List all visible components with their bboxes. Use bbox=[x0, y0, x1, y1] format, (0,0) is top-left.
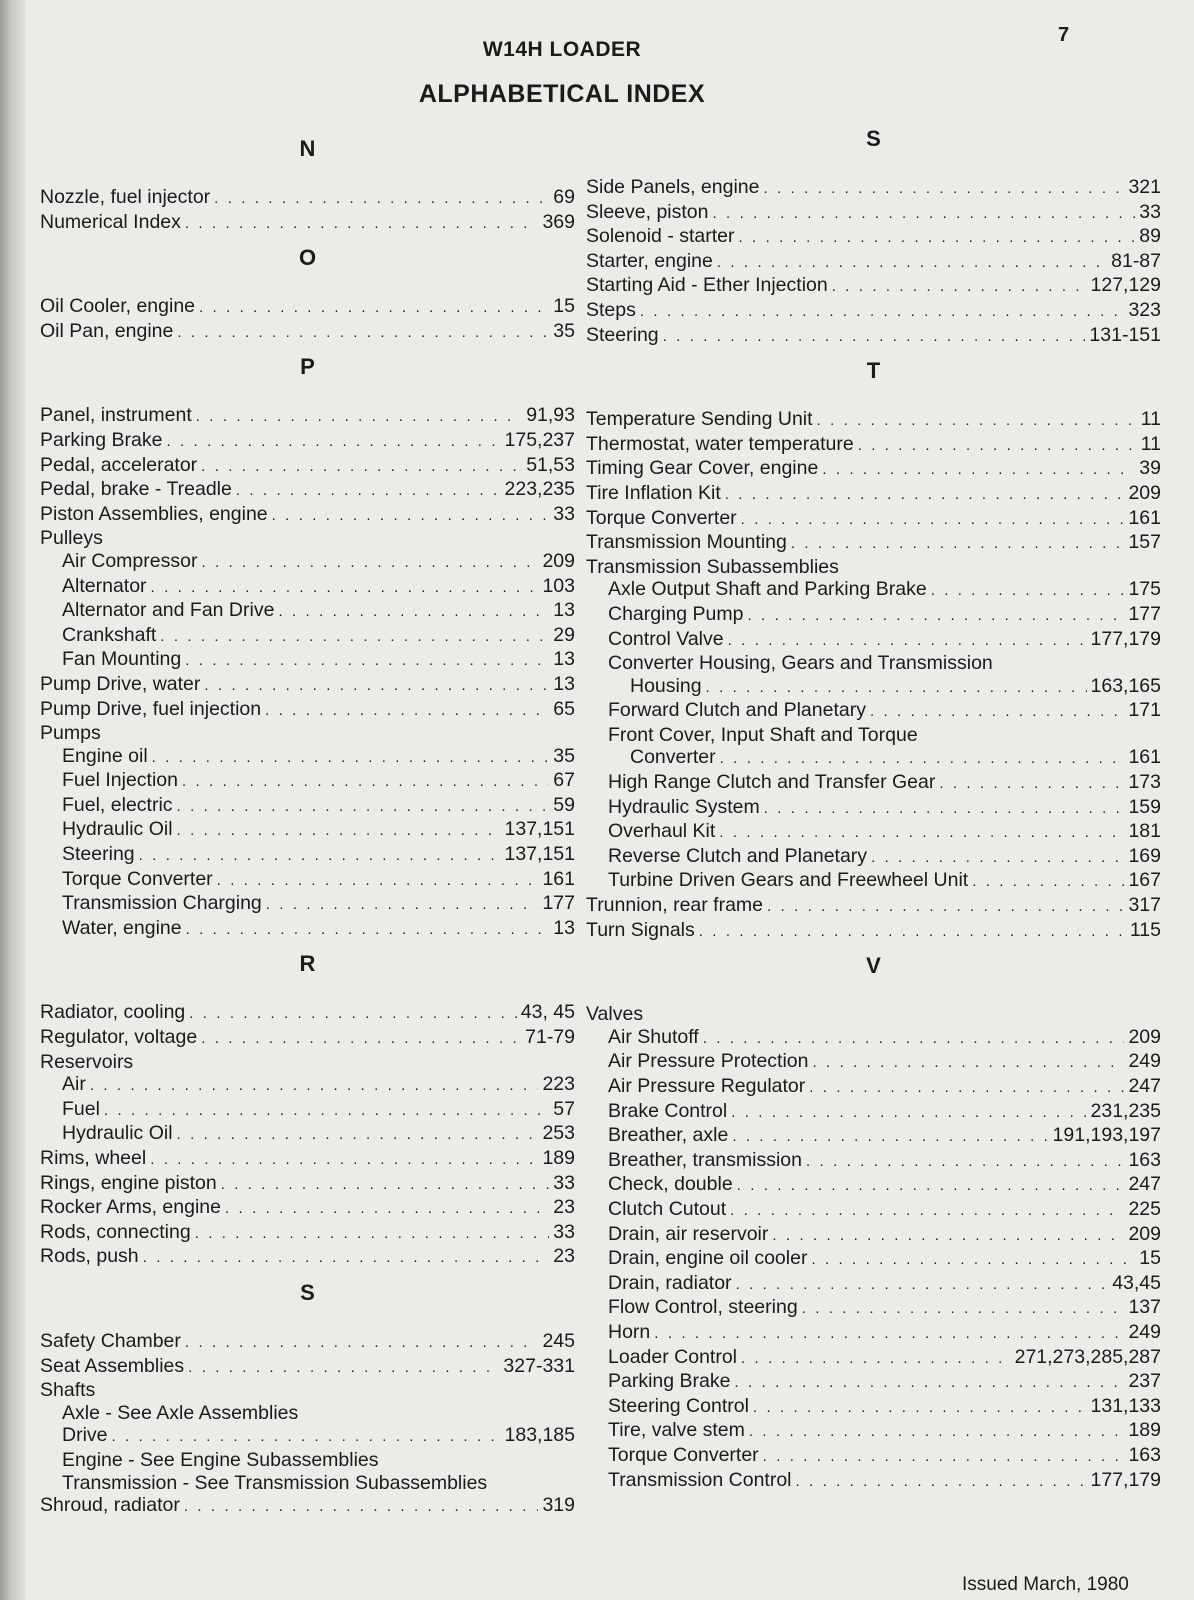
index-entry: Steering . . . 131-151 bbox=[586, 324, 1161, 349]
index-entry: Pedal, accelerator . . . 51,53 bbox=[40, 454, 575, 479]
index-subentry: Water, engine . . . 13 bbox=[40, 917, 575, 942]
index-subentry: Fuel, electric . . . 59 bbox=[40, 794, 575, 819]
index-group-heading: Pulleys bbox=[40, 527, 103, 550]
section-o bbox=[40, 243, 575, 344]
index-subentry: Check, double . . . 247 bbox=[586, 1173, 1161, 1198]
index-subentry: Torque Converter . . . 161 bbox=[40, 868, 575, 893]
index-subentry: Engine - See Engine Subassemblies bbox=[62, 1448, 379, 1471]
index-entry: Regulator, voltage . . . 71-79 bbox=[40, 1026, 575, 1051]
index-entry: Temperature Sending Unit . . . 11 bbox=[586, 408, 1161, 433]
index-entry: Parking Brake . . . 175,237 bbox=[40, 429, 575, 454]
index-entry: Turn Signals . . . 115 bbox=[586, 919, 1161, 944]
index-subentry: Steering . . . 137,151 bbox=[40, 843, 575, 868]
index-entry: Shroud, radiator . . . 319 bbox=[40, 1494, 575, 1519]
index-subentry: Control Valve . . . 177,179 bbox=[586, 628, 1161, 653]
index-subentry: Brake Control . . . 231,235 bbox=[586, 1100, 1161, 1125]
index-subentry: Drain, air reservoir . . . 209 bbox=[586, 1223, 1161, 1248]
index-subentry: Air . . . 223 bbox=[40, 1073, 575, 1098]
section-s-left bbox=[40, 1278, 575, 1519]
index-group-heading: Reservoirs bbox=[40, 1050, 134, 1073]
section-v bbox=[586, 951, 1161, 1493]
index-subentry: Hydraulic Oil . . . 253 bbox=[40, 1122, 575, 1147]
index-heading: ALPHABETICAL INDEX bbox=[418, 80, 706, 108]
document-title: W14H LOADER bbox=[482, 38, 642, 61]
index-entry: Rods, push . . . 23 bbox=[40, 1245, 575, 1270]
section-letter: P bbox=[300, 354, 315, 380]
section-t bbox=[586, 356, 1161, 943]
index-entry: Timing Gear Cover, engine . . . 39 bbox=[586, 457, 1161, 482]
index-subentry: Charging Pump . . . 177 bbox=[586, 603, 1161, 628]
index-subentry: Parking Brake . . . 237 bbox=[586, 1370, 1161, 1395]
index-entry: Pedal, brake - Treadle . . . 223,235 bbox=[40, 478, 575, 503]
index-entry: Safety Chamber . . . 245 bbox=[40, 1330, 575, 1355]
index-entry: Transmission Mounting . . . 157 bbox=[586, 531, 1161, 556]
index-entry: Thermostat, water temperature . . . 11 bbox=[586, 433, 1161, 458]
index-subentry: Reverse Clutch and Planetary . . . 169 bbox=[586, 845, 1161, 870]
index-subentry: Alternator . . . 103 bbox=[40, 575, 575, 600]
index-entry: Rims, wheel . . . 189 bbox=[40, 1147, 575, 1172]
index-entry: Oil Cooler, engine . . . 15 bbox=[40, 295, 575, 320]
index-entry: Numerical Index . . . 369 bbox=[40, 211, 575, 236]
index-subentry: Breather, axle . . . 191,193,197 bbox=[586, 1124, 1161, 1149]
index-subentry: Drain, radiator . . . 43,45 bbox=[586, 1272, 1161, 1297]
index-subentry-continued: Converter . . . 161 bbox=[586, 746, 1161, 771]
index-subentry: Fuel . . . 57 bbox=[40, 1098, 575, 1123]
section-s-right bbox=[586, 124, 1161, 348]
index-subentry: High Range Clutch and Transfer Gear . . . 173 bbox=[586, 771, 1161, 796]
index-entry: Rings, engine piston . . . 33 bbox=[40, 1172, 575, 1197]
section-letter: S bbox=[300, 1279, 315, 1305]
index-subentry-continued: Housing . . . 163,165 bbox=[586, 675, 1161, 700]
index-entry: Piston Assemblies, engine . . . 33 bbox=[40, 503, 575, 528]
index-subentry: Front Cover, Input Shaft and Torque bbox=[608, 723, 918, 746]
index-entry: Oil Pan, engine . . . 35 bbox=[40, 320, 575, 345]
index-subentry: Transmission Control . . . 177,179 bbox=[586, 1469, 1161, 1494]
index-subentry: Flow Control, steering . . . 137 bbox=[586, 1296, 1161, 1321]
index-subentry: Alternator and Fan Drive . . . 13 bbox=[40, 599, 575, 624]
index-subentry: Crankshaft . . . 29 bbox=[40, 624, 575, 649]
section-n bbox=[40, 134, 575, 235]
index-subentry: Air Pressure Protection . . . 249 bbox=[586, 1050, 1161, 1075]
index-entry: Steps . . . 323 bbox=[586, 299, 1161, 324]
index-subentry: Axle Output Shaft and Parking Brake . . . 175 bbox=[586, 578, 1161, 603]
section-p bbox=[40, 352, 575, 941]
index-entry: Starting Aid - Ether Injection . . . 127,129 bbox=[586, 274, 1161, 299]
index-subentry: Air Shutoff . . . 209 bbox=[586, 1026, 1161, 1051]
index-subentry: Hydraulic System . . . 159 bbox=[586, 796, 1161, 821]
index-entry: Radiator, cooling . . . 43, 45 bbox=[40, 1001, 575, 1026]
issue-date: Issued March, 1980 bbox=[962, 1574, 1129, 1595]
section-letter: O bbox=[298, 245, 317, 271]
index-entry: Pump Drive, fuel injection . . . 65 bbox=[40, 698, 575, 723]
index-group-heading: Pumps bbox=[40, 722, 101, 745]
index-subentry: Steering Control . . . 131,133 bbox=[586, 1395, 1161, 1420]
index-subentry: Transmission Charging . . . 177 bbox=[40, 892, 575, 917]
index-entry: Tire Inflation Kit . . . 209 bbox=[586, 482, 1161, 507]
section-letter: N bbox=[299, 136, 316, 161]
index-subentry: Converter Housing, Gears and Transmission bbox=[608, 652, 993, 675]
index-entry: Panel, instrument . . . 91,93 bbox=[40, 404, 575, 429]
section-letter: V bbox=[866, 953, 881, 979]
section-letter: T bbox=[866, 358, 881, 384]
index-entry: Seat Assemblies . . . 327-331 bbox=[40, 1355, 575, 1380]
section-r bbox=[40, 949, 575, 1270]
index-subentry: Axle - See Axle Assemblies bbox=[62, 1401, 299, 1424]
index-subentry: Loader Control . . . 271,273,285,287 bbox=[586, 1346, 1161, 1371]
index-group-heading: Transmission Subassemblies bbox=[586, 555, 839, 578]
index-entry: Trunnion, rear frame . . . 317 bbox=[586, 894, 1161, 919]
index-entry: Nozzle, fuel injector . . . 69 bbox=[40, 186, 575, 211]
index-subentry: Tire, valve stem . . . 189 bbox=[586, 1419, 1161, 1444]
index-subentry: Air Compressor . . . 209 bbox=[40, 550, 575, 575]
section-letter: R bbox=[299, 951, 316, 977]
index-subentry: Hydraulic Oil . . . 137,151 bbox=[40, 818, 575, 843]
index-subentry: Fan Mounting . . . 13 bbox=[40, 648, 575, 673]
index-group-heading: Valves bbox=[586, 1003, 644, 1026]
index-entry: Pump Drive, water . . . 13 bbox=[40, 673, 575, 698]
index-entry: Rods, connecting . . . 33 bbox=[40, 1221, 575, 1246]
index-subentry: Overhaul Kit . . . 181 bbox=[586, 820, 1161, 845]
index-entry: Solenoid - starter . . . 89 bbox=[586, 225, 1161, 250]
index-subentry: Transmission - See Transmission Subassemblies bbox=[62, 1471, 488, 1494]
index-subentry: Drain, engine oil cooler . . . 15 bbox=[586, 1247, 1161, 1272]
index-subentry: Fuel Injection . . . 67 bbox=[40, 769, 575, 794]
index-subentry: Engine oil . . . 35 bbox=[40, 745, 575, 770]
index-entry: Sleeve, piston . . . 33 bbox=[586, 201, 1161, 226]
index-subentry: Turbine Driven Gears and Freewheel Unit . . . 167 bbox=[586, 869, 1161, 894]
index-entry: Rocker Arms, engine . . . 23 bbox=[40, 1196, 575, 1221]
index-subentry: Drive . . . 183,185 bbox=[40, 1424, 575, 1449]
index-subentry: Torque Converter . . . 163 bbox=[586, 1444, 1161, 1469]
index-entry: Side Panels, engine . . . 321 bbox=[586, 176, 1161, 201]
page-binding-shadow bbox=[0, 0, 26, 1600]
index-column-right bbox=[586, 116, 1161, 1493]
index-entry: Starter, engine . . . 81-87 bbox=[586, 250, 1161, 275]
index-entry: Torque Converter . . . 161 bbox=[586, 507, 1161, 532]
index-subentry: Forward Clutch and Planetary . . . 171 bbox=[586, 699, 1161, 724]
index-group-heading: Shafts bbox=[40, 1379, 96, 1402]
index-subentry: Breather, transmission . . . 163 bbox=[586, 1149, 1161, 1174]
index-subentry: Clutch Cutout . . . 225 bbox=[586, 1198, 1161, 1223]
section-letter: S bbox=[866, 126, 881, 151]
index-subentry: Air Pressure Regulator . . . 247 bbox=[586, 1075, 1161, 1100]
index-subentry: Horn . . . 249 bbox=[586, 1321, 1161, 1346]
index-column-left bbox=[40, 126, 575, 1519]
page-number: 7 bbox=[1058, 24, 1070, 46]
